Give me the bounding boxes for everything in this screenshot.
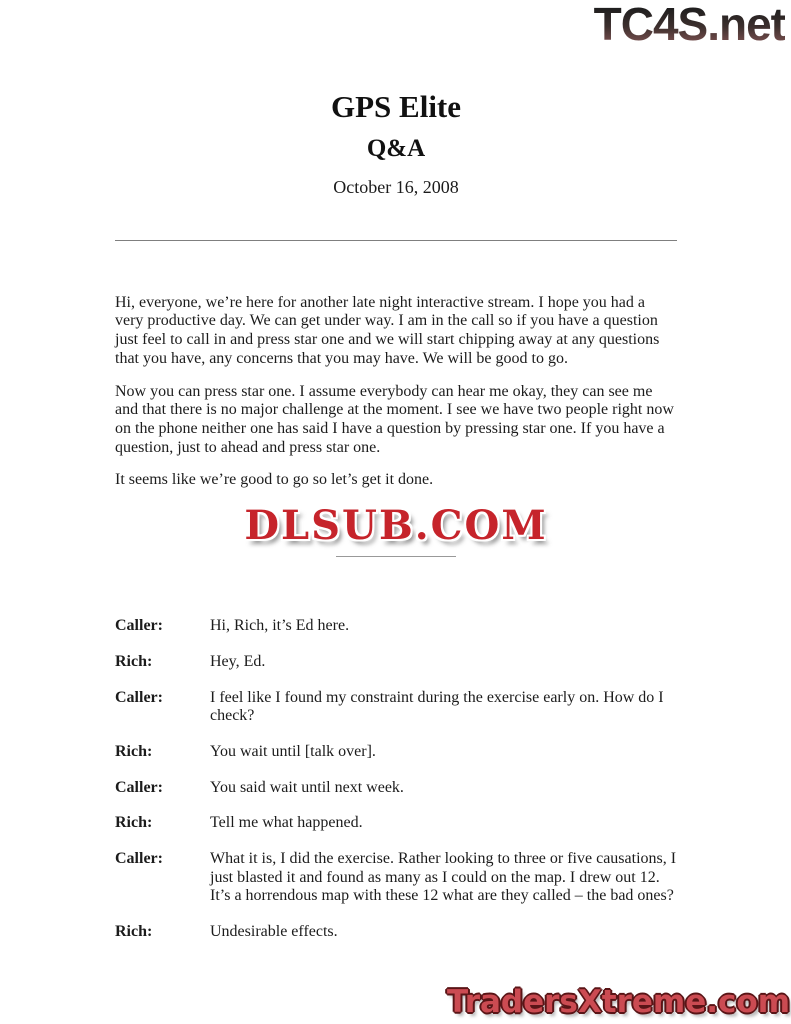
dialogue-text: You said wait until next week.: [210, 778, 404, 796]
dialogue-speaker: Caller:: [115, 850, 163, 868]
dialogue-row: [115, 689, 677, 726]
intro-paragraph: It seems like we’re good to go so let’s get it done.: [115, 471, 434, 489]
horizontal-divider: [115, 240, 677, 241]
dlsub-watermark-logo[interactable]: [115, 504, 677, 548]
page-subtitle: Q&A: [366, 135, 426, 163]
dialogue-speaker: Caller:: [115, 617, 163, 635]
dialogue-row: [115, 923, 677, 942]
dialogue-text: What it is, I did the exercise. Rather looking to three or five causations, I just blasted it and found as many as I could on the map. I drew out 12. It’s a horrendous map with these 12 what are they called – the bad ones?: [210, 850, 677, 905]
dialogue-speaker: Caller:: [115, 688, 163, 706]
dialogue-speaker: Rich:: [115, 652, 153, 670]
dialogue-row: [115, 814, 677, 833]
dialogue-text: I feel like I found my constraint during the exercise early on. How do I check?: [210, 688, 664, 725]
transcript-section: [115, 617, 677, 942]
dialogue-text: Tell me what happened.: [210, 814, 363, 832]
dialogue-row: [115, 743, 677, 762]
dialogue-text: Hey, Ed.: [210, 652, 266, 670]
dialogue-row: [115, 617, 677, 636]
dlsub-watermark-text: DLSUB.COM: [244, 502, 548, 550]
dialogue-row: [115, 779, 677, 798]
tc4s-watermark-logo[interactable]: TC4S.net: [593, 0, 785, 50]
dialogue-speaker: Caller:: [115, 778, 163, 796]
dialogue-text: Undesirable effects.: [210, 923, 338, 941]
short-divider: [336, 556, 456, 557]
dialogue-text: Hi, Rich, it’s Ed here.: [210, 617, 350, 635]
intro-section: [115, 294, 677, 490]
dialogue-speaker: Rich:: [115, 814, 153, 832]
tradersxtreme-watermark-logo[interactable]: TradersXtreme.com: [446, 983, 790, 1020]
intro-paragraph: Hi, everyone, we’re here for another late night interactive stream. I hope you had a very productive day. We can get under way. I am in the call so if you have a question just feel to call in and press star one and we will start chipping away at any questions that you have, any concerns that you may have. We will be good to go.: [115, 293, 660, 367]
intro-paragraph: Now you can press star one. I assume everybody can hear me okay, they can see me and that there is no major challenge at the moment. I see we have two people right now on the phone neither one has said I have a question by pressing star one. If you have a question, just to ahead and press star one.: [115, 382, 674, 456]
document-date: October 16, 2008: [333, 177, 459, 198]
dialogue-text: You wait until [talk over].: [210, 742, 376, 760]
dialogue-row: [115, 653, 677, 672]
dialogue-row: [115, 850, 677, 906]
dialogue-speaker: Rich:: [115, 742, 153, 760]
page-title: GPS Elite: [330, 89, 462, 124]
dialogue-speaker: Rich:: [115, 923, 153, 941]
